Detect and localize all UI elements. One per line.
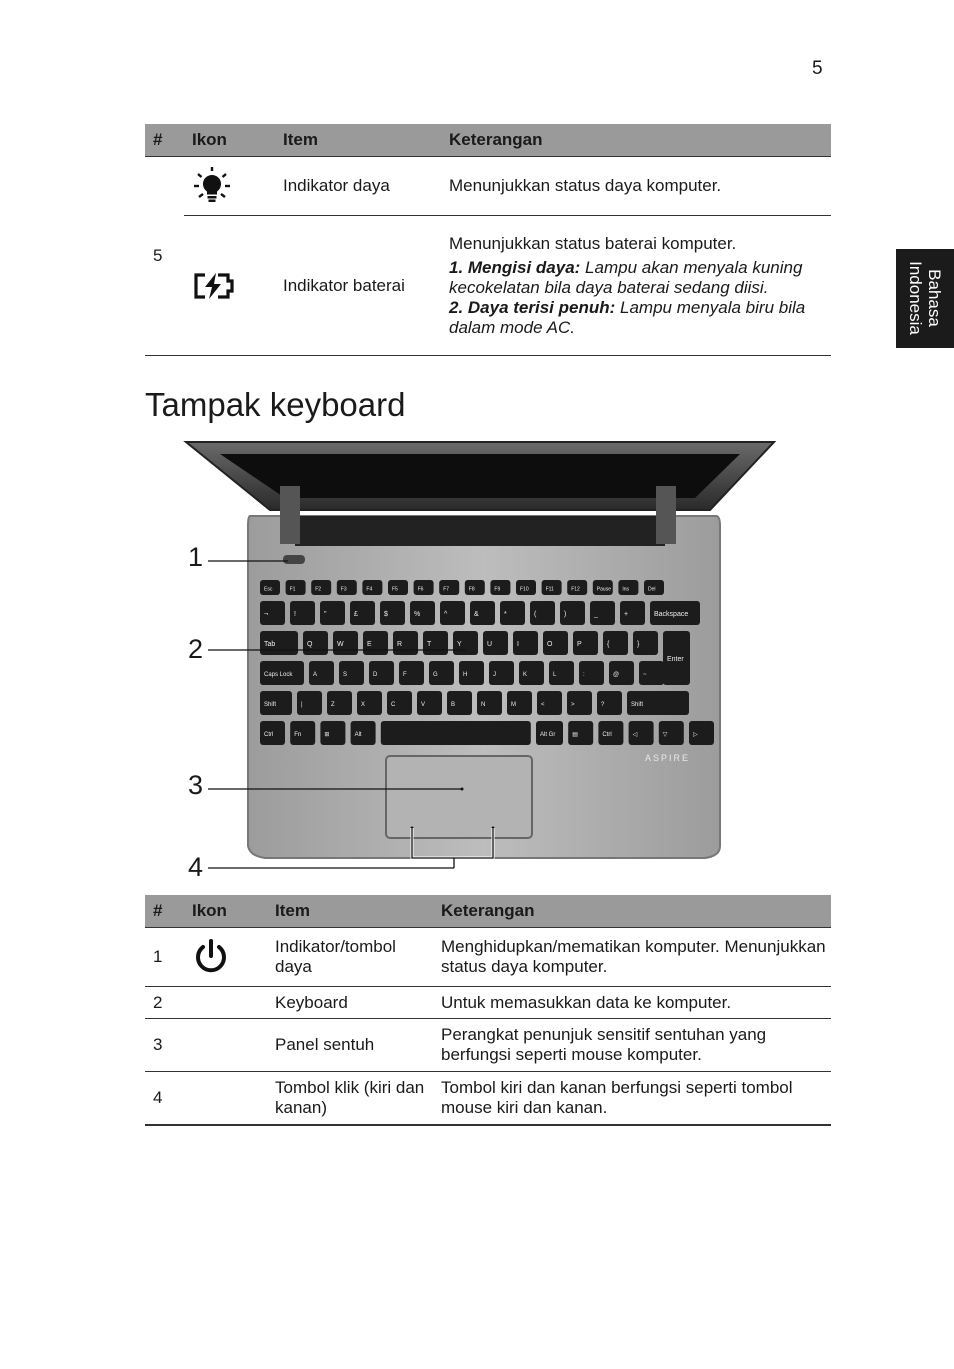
keyboard-key[interactable] xyxy=(339,661,364,685)
svg-text:F11: F11 xyxy=(545,586,554,593)
svg-text:%: % xyxy=(414,611,421,618)
svg-text:F1: F1 xyxy=(289,586,296,593)
svg-text:▽: ▽ xyxy=(662,732,668,738)
keyboard-key[interactable] xyxy=(516,580,536,595)
table-header xyxy=(145,124,831,157)
keyboard-key[interactable] xyxy=(297,691,322,715)
svg-text:C: C xyxy=(391,702,396,708)
svg-text:&: & xyxy=(474,611,479,618)
keyboard-key[interactable] xyxy=(603,631,628,655)
svg-text:Z: Z xyxy=(331,702,335,708)
light-bulb-icon xyxy=(192,166,275,206)
keyboard-key[interactable] xyxy=(440,601,465,625)
keyboard-key[interactable] xyxy=(350,601,375,625)
keyboard-key[interactable] xyxy=(639,661,664,685)
svg-text:}: } xyxy=(637,641,640,648)
svg-text:N: N xyxy=(481,702,486,708)
row-number: 3 xyxy=(145,1019,184,1072)
language-tab-label: Bahasa Indonesia xyxy=(906,261,944,335)
keyboard-key[interactable] xyxy=(519,661,544,685)
keyboard-key[interactable] xyxy=(369,661,394,685)
icon-cell xyxy=(184,1019,267,1072)
keyboard-key[interactable] xyxy=(388,580,408,595)
svg-text:^: ^ xyxy=(444,611,448,618)
svg-text:Shift: Shift xyxy=(631,702,644,708)
item-description: Tombol kiri dan kanan berfungsi seperti tombol mouse kiri dan kanan. xyxy=(433,1072,831,1125)
svg-text:L: L xyxy=(553,672,557,678)
keyboard-key[interactable] xyxy=(500,601,525,625)
keyboard-key[interactable] xyxy=(453,631,478,655)
keyboard-key[interactable] xyxy=(609,661,634,685)
svg-text:⊞: ⊞ xyxy=(324,732,330,738)
keyboard-key[interactable] xyxy=(260,691,292,715)
keyboard-key[interactable] xyxy=(477,691,502,715)
svg-text:Shift: Shift xyxy=(264,702,277,708)
svg-text:R: R xyxy=(397,641,403,648)
keyboard-key[interactable] xyxy=(311,580,331,595)
header-icon: Ikon xyxy=(184,124,275,157)
keyboard-key[interactable] xyxy=(567,580,587,595)
svg-text:": " xyxy=(324,611,327,618)
svg-text:@: @ xyxy=(613,672,620,678)
keyboard-key[interactable] xyxy=(447,691,472,715)
keyboard-key[interactable] xyxy=(537,691,562,715)
keyboard-key[interactable] xyxy=(568,721,593,745)
full-charge-note xyxy=(449,298,831,338)
icon-cell xyxy=(184,216,275,356)
description-text: Menunjukkan status baterai komputer. xyxy=(449,233,737,253)
svg-text:): ) xyxy=(564,611,567,618)
keyboard-key[interactable] xyxy=(260,631,298,655)
keyboard-key[interactable] xyxy=(633,631,658,655)
header-icon: Ikon xyxy=(184,895,267,928)
svg-text:>: > xyxy=(571,702,575,708)
svg-text:Ins: Ins xyxy=(622,586,630,593)
item-description: Menghidupkan/mematikan komputer. Menunjukkan status daya komputer. xyxy=(433,928,831,987)
keyboard-key[interactable] xyxy=(650,601,700,625)
header-item: Item xyxy=(275,124,441,157)
svg-text:F7: F7 xyxy=(443,586,450,593)
item-name: Keyboard xyxy=(267,987,433,1019)
keyboard-key[interactable] xyxy=(513,631,538,655)
power-icon xyxy=(192,938,267,976)
svg-text:Y: Y xyxy=(457,641,462,648)
item-description: Perangkat penunjuk sensitif sentuhan yang berfungsi seperti mouse komputer. xyxy=(433,1019,831,1072)
item-description: Untuk memasukkan data ke komputer. xyxy=(433,987,831,1019)
keyboard-key[interactable] xyxy=(286,580,306,595)
keyboard-key[interactable] xyxy=(542,580,562,595)
table-header xyxy=(145,895,831,928)
svg-text:Alt: Alt xyxy=(354,732,362,738)
keyboard-key[interactable] xyxy=(560,601,585,625)
svg-text:?: ? xyxy=(601,702,605,708)
keyboard-key[interactable] xyxy=(393,631,418,655)
svg-text:A: A xyxy=(313,672,318,678)
keyboard-key[interactable] xyxy=(598,721,623,745)
svg-text:Enter: Enter xyxy=(667,656,684,663)
item-name: Indikator baterai xyxy=(275,216,441,356)
row-number: 1 xyxy=(145,928,184,987)
language-tab xyxy=(896,249,954,348)
keyboard-key[interactable] xyxy=(260,580,280,595)
keyboard-key[interactable] xyxy=(507,691,532,715)
svg-text:P: P xyxy=(577,641,582,648)
keyboard-key[interactable] xyxy=(337,580,357,595)
icon-cell xyxy=(184,987,267,1019)
item-name: Panel sentuh xyxy=(267,1019,433,1072)
table-row xyxy=(145,1019,831,1072)
svg-text:Esc: Esc xyxy=(264,586,273,593)
item-name: Indikator/tombol daya xyxy=(267,928,433,987)
svg-text:F4: F4 xyxy=(366,586,373,593)
svg-text:_: _ xyxy=(594,611,598,618)
svg-text:Fn: Fn xyxy=(294,732,302,738)
keyboard-key[interactable] xyxy=(410,601,435,625)
keyboard-key[interactable] xyxy=(290,721,315,745)
keyboard-key[interactable] xyxy=(593,580,613,595)
keyboard-key[interactable] xyxy=(387,691,412,715)
keyboard-key[interactable] xyxy=(573,631,598,655)
section-title: Tampak keyboard xyxy=(145,386,406,423)
svg-text:T: T xyxy=(427,641,432,648)
svg-text:K: K xyxy=(523,672,528,678)
keyboard-key[interactable] xyxy=(260,721,285,745)
keyboard-key[interactable] xyxy=(567,691,592,715)
svg-text:◁: ◁ xyxy=(632,732,638,738)
full-charge-note-label: 2. Daya terisi penuh: xyxy=(449,297,616,317)
header-description: Keterangan xyxy=(433,895,831,928)
svg-text:F5: F5 xyxy=(392,586,398,593)
svg-text:Backspace: Backspace xyxy=(654,611,689,618)
icon-cell xyxy=(184,928,267,987)
svg-text:G: G xyxy=(433,672,438,678)
svg-text:F3: F3 xyxy=(340,586,347,593)
icon-cell xyxy=(184,157,275,216)
callout-1: 1 xyxy=(188,542,204,572)
item-name: Tombol klik (kiri dan kanan) xyxy=(267,1072,433,1125)
svg-text:F: F xyxy=(403,672,407,678)
keyboard-key[interactable] xyxy=(399,661,424,685)
laptop-illustration xyxy=(180,436,800,872)
item-description xyxy=(441,216,831,356)
power-button[interactable] xyxy=(283,555,305,564)
svg-text:F6: F6 xyxy=(417,586,424,593)
battery-charging-icon xyxy=(192,271,275,301)
row-number: 4 xyxy=(145,1072,184,1125)
keyboard-key[interactable] xyxy=(490,580,510,595)
svg-text:W: W xyxy=(337,641,344,648)
keyboard-key[interactable] xyxy=(423,631,448,655)
svg-text:O: O xyxy=(547,641,553,648)
keyboard-key[interactable] xyxy=(629,721,654,745)
keyboard-key[interactable] xyxy=(260,601,285,625)
svg-text:Caps Lock: Caps Lock xyxy=(264,672,293,678)
page-number: 5 xyxy=(812,58,823,79)
svg-text:▤: ▤ xyxy=(572,732,578,738)
keyboard-key[interactable] xyxy=(543,631,568,655)
svg-text:V: V xyxy=(421,702,426,708)
keyboard-key[interactable] xyxy=(417,691,442,715)
keyboard-key[interactable] xyxy=(597,691,622,715)
header-number: # xyxy=(145,124,184,157)
keyboard-key[interactable] xyxy=(439,580,459,595)
keyboard-key[interactable] xyxy=(663,631,690,685)
svg-text:<: < xyxy=(541,702,545,708)
svg-text:Pause: Pause xyxy=(596,586,611,593)
svg-text:X: X xyxy=(361,702,366,708)
svg-text:|: | xyxy=(301,702,303,708)
svg-text:Alt Gr: Alt Gr xyxy=(540,732,556,738)
keyboard-key[interactable] xyxy=(260,661,304,685)
svg-text:Del: Del xyxy=(648,586,656,593)
indicator-table xyxy=(145,124,831,356)
row-number: 2 xyxy=(145,987,184,1019)
keyboard-key[interactable] xyxy=(618,580,638,595)
svg-text:I: I xyxy=(517,641,519,648)
svg-text:J: J xyxy=(493,672,496,678)
svg-text:M: M xyxy=(511,702,516,708)
svg-text:(: ( xyxy=(534,611,537,618)
svg-text:E: E xyxy=(367,641,372,648)
svg-text:¬: ¬ xyxy=(264,611,269,618)
keyboard-key[interactable] xyxy=(530,601,555,625)
svg-text:{: { xyxy=(607,641,610,648)
svg-text:H: H xyxy=(463,672,468,678)
touchpad[interactable] xyxy=(386,756,532,838)
svg-text:F10: F10 xyxy=(520,586,529,593)
keyboard-key[interactable] xyxy=(620,601,645,625)
svg-text:Ctrl: Ctrl xyxy=(264,732,274,738)
svg-text:!: ! xyxy=(294,611,296,618)
svg-text:$: $ xyxy=(384,611,388,618)
keyboard-key[interactable] xyxy=(363,631,388,655)
brand-logo: ASPIRE xyxy=(645,753,691,763)
full-charge-note-text: Lampu menyala biru bila dalam mode AC. xyxy=(449,297,806,337)
svg-text:D: D xyxy=(373,672,378,678)
svg-text:Ctrl: Ctrl xyxy=(602,732,612,738)
keyboard-key[interactable] xyxy=(689,721,714,745)
keyboard-key[interactable] xyxy=(381,721,531,745)
keyboard-key[interactable] xyxy=(465,580,485,595)
keyboard-key[interactable] xyxy=(320,601,345,625)
callout-2: 2 xyxy=(188,634,204,664)
svg-text:£: £ xyxy=(354,611,358,618)
svg-text::: : xyxy=(583,672,585,678)
table-row xyxy=(145,928,831,987)
svg-text:F12: F12 xyxy=(571,586,580,593)
keyboard-key[interactable] xyxy=(357,691,382,715)
laptop-keyboard-figure xyxy=(180,436,800,882)
keyboard-key[interactable] xyxy=(320,721,345,745)
keyboard-key[interactable] xyxy=(333,631,358,655)
keyboard-key[interactable] xyxy=(459,661,484,685)
keyboard-key[interactable] xyxy=(429,661,454,685)
svg-text:+: + xyxy=(624,611,629,618)
table-row xyxy=(145,1072,831,1125)
header-item: Item xyxy=(267,895,433,928)
keyboard-key[interactable] xyxy=(627,691,689,715)
table-row xyxy=(145,157,831,216)
svg-text:U: U xyxy=(487,641,493,648)
keyboard-key[interactable] xyxy=(579,661,604,685)
keyboard-key[interactable] xyxy=(327,691,352,715)
keyboard-key[interactable] xyxy=(414,580,434,595)
keyboard-key[interactable] xyxy=(303,631,328,655)
keyboard-key[interactable] xyxy=(470,601,495,625)
charging-note xyxy=(449,258,831,298)
keyboard-key[interactable] xyxy=(362,580,382,595)
svg-text:Tab: Tab xyxy=(264,641,276,648)
svg-text:*: * xyxy=(504,611,507,618)
keyboard-key[interactable] xyxy=(489,661,514,685)
keyboard-view-table xyxy=(145,895,831,1126)
charging-note-text: Lampu akan menyala kuning kecokelatan bila daya baterai sedang diisi. xyxy=(449,257,803,297)
table-row xyxy=(145,987,831,1019)
keyboard-key[interactable] xyxy=(659,721,684,745)
row-number: 5 xyxy=(145,157,184,356)
item-description: Menunjukkan status daya komputer. xyxy=(441,157,831,216)
keyboard-key[interactable] xyxy=(536,721,563,745)
keyboard-key[interactable] xyxy=(644,580,664,595)
keyboard-key[interactable] xyxy=(590,601,615,625)
header-description: Keterangan xyxy=(441,124,831,157)
svg-text:Q: Q xyxy=(307,641,313,648)
callout-4: 4 xyxy=(188,852,204,882)
svg-text:B: B xyxy=(451,702,456,708)
keyboard-key[interactable] xyxy=(549,661,574,685)
keyboard-key[interactable] xyxy=(483,631,508,655)
svg-text:F9: F9 xyxy=(494,586,501,593)
item-name: Indikator daya xyxy=(275,157,441,216)
svg-text:F2: F2 xyxy=(315,586,322,593)
svg-text:▷: ▷ xyxy=(693,732,698,738)
header-number: # xyxy=(145,895,184,928)
svg-text:~: ~ xyxy=(643,672,647,678)
keyboard-key[interactable] xyxy=(290,601,315,625)
callout-3: 3 xyxy=(188,770,204,800)
svg-text:F8: F8 xyxy=(468,586,475,593)
table-row xyxy=(145,216,831,356)
keyboard-key[interactable] xyxy=(351,721,376,745)
charging-note-label: 1. Mengisi daya: xyxy=(449,257,581,277)
svg-text:S: S xyxy=(343,672,348,678)
keyboard-key[interactable] xyxy=(309,661,334,685)
keyboard-key[interactable] xyxy=(380,601,405,625)
icon-cell xyxy=(184,1072,267,1125)
